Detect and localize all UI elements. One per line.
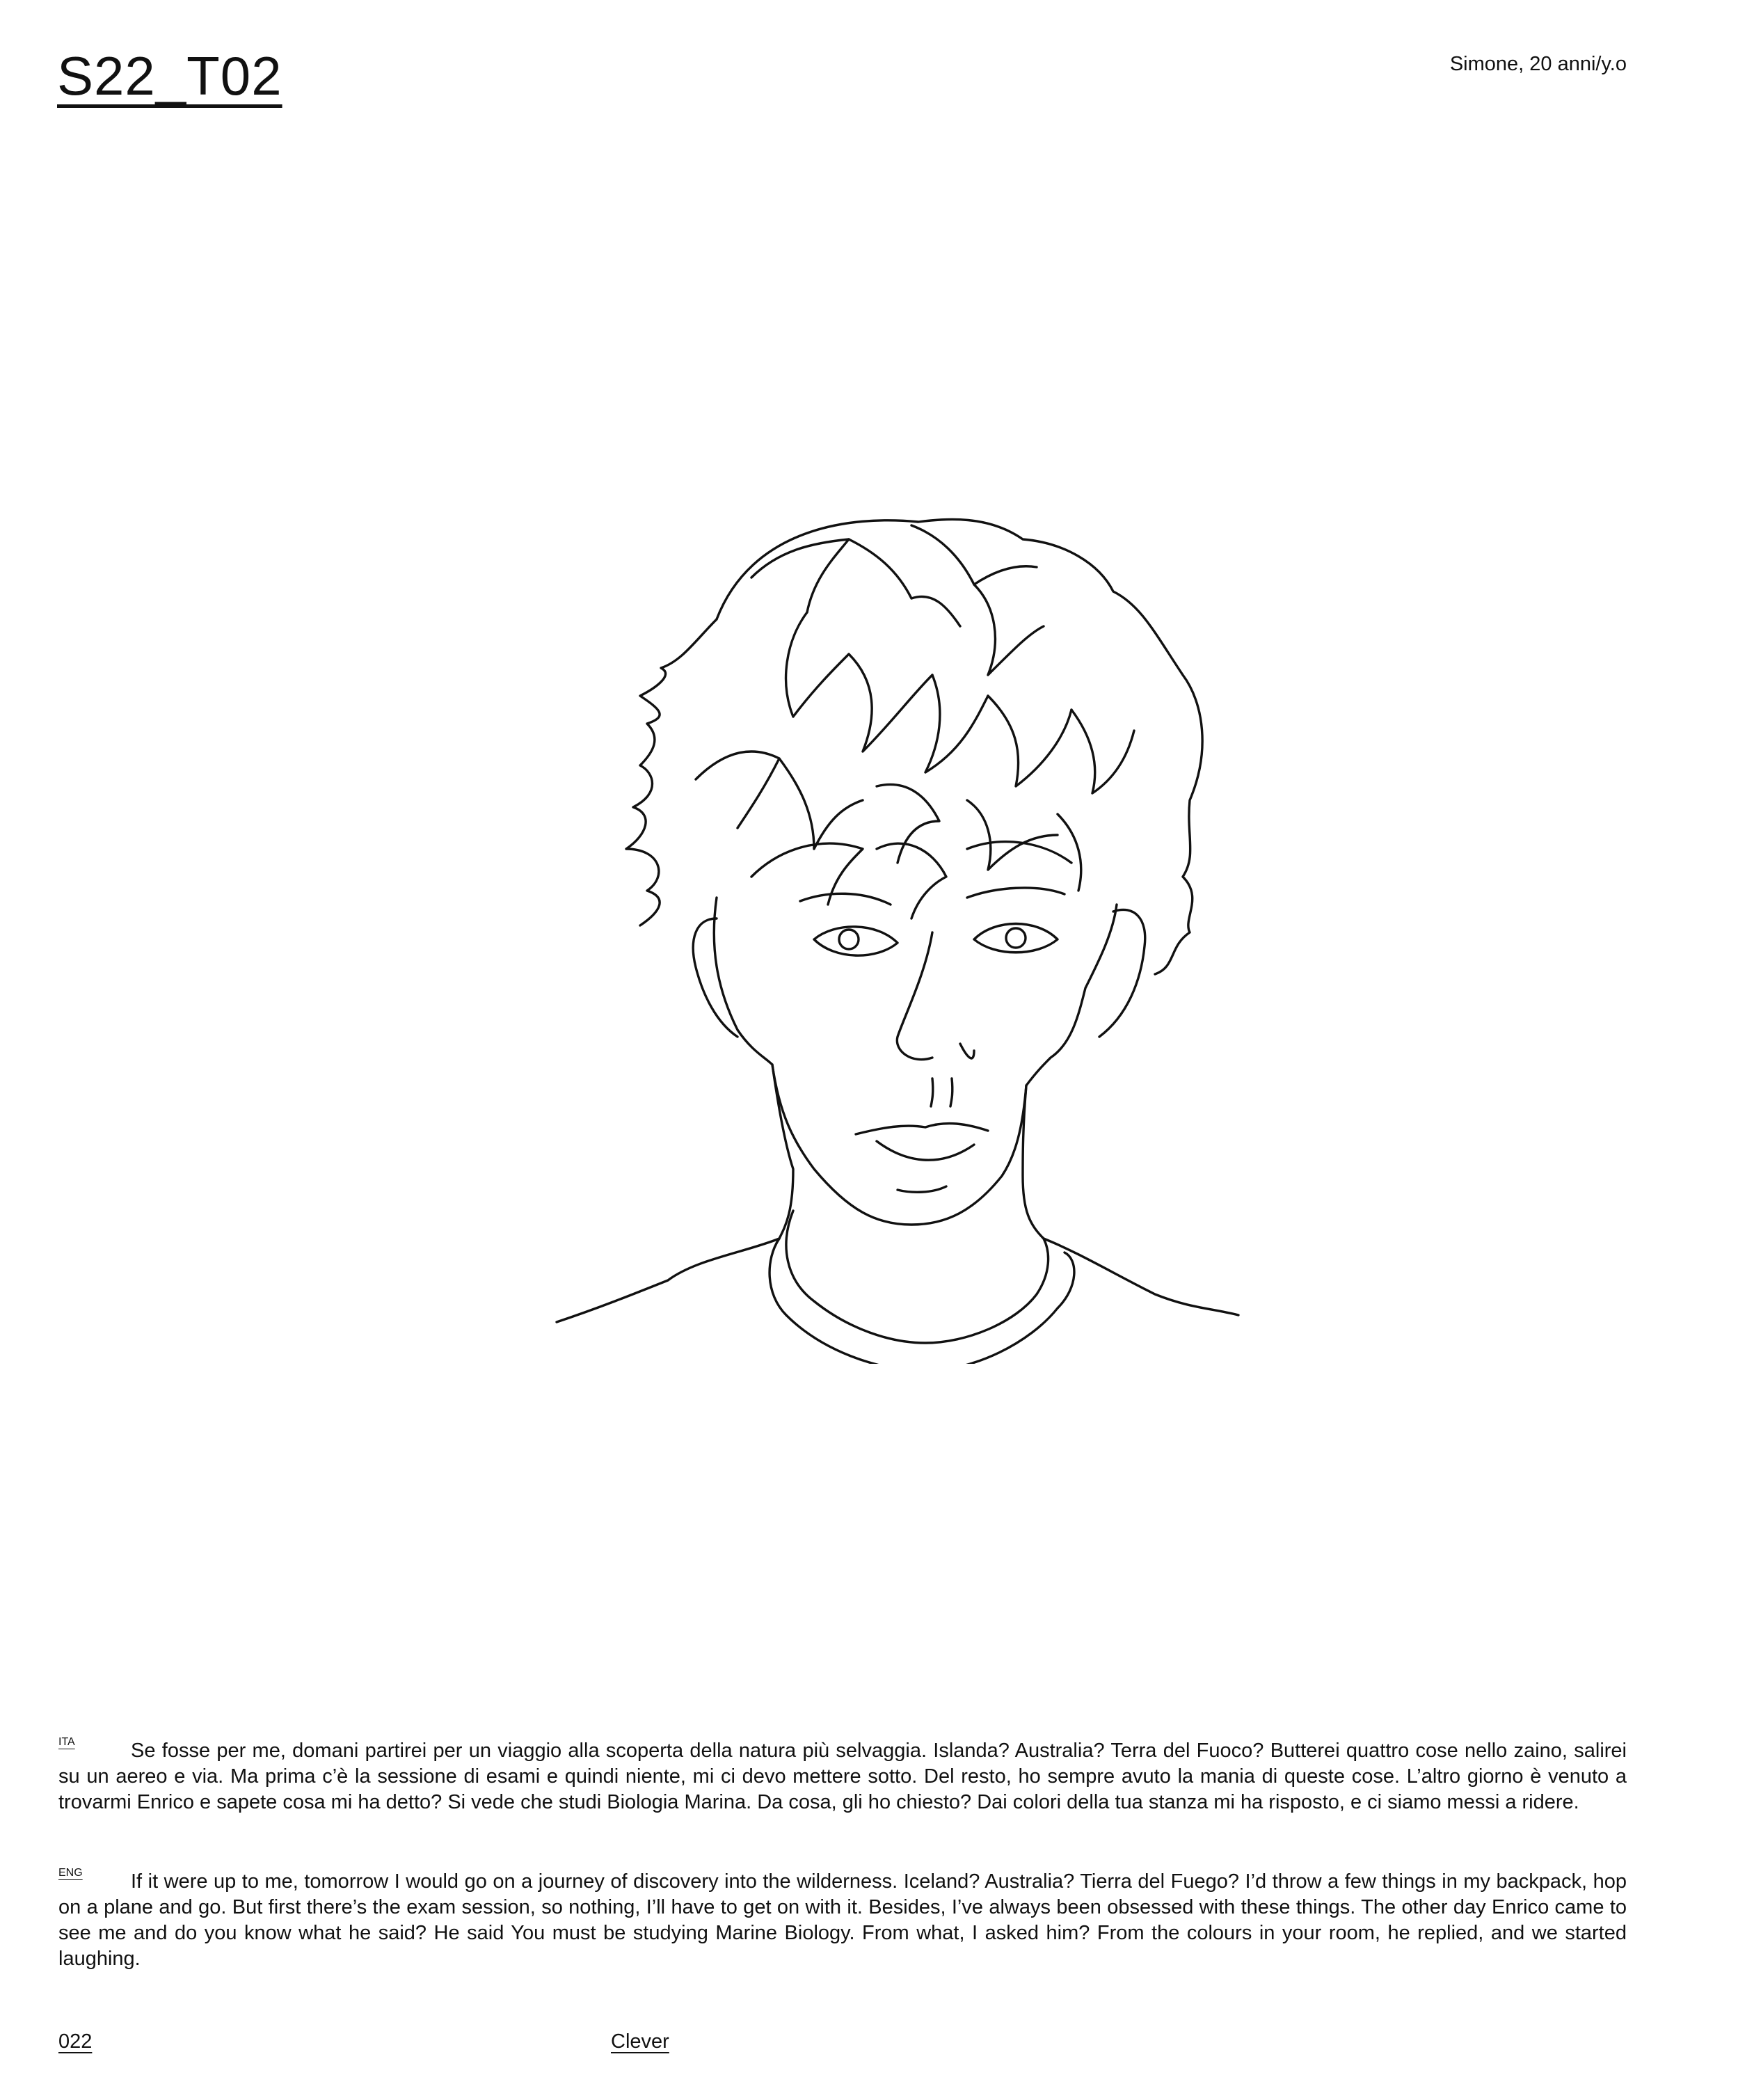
face-outline [714, 898, 1117, 1225]
nose [897, 932, 932, 1060]
hair-strand [1071, 710, 1134, 793]
hair-strand [925, 675, 988, 772]
neck-left [772, 1065, 793, 1239]
nose-right [960, 1044, 974, 1058]
eyebrow-left [800, 893, 891, 905]
nostril [931, 1079, 933, 1106]
collar-inner [786, 1211, 1049, 1343]
hair-strand [751, 539, 849, 612]
subject-name-age: Simone, 20 anni/y.o [1449, 53, 1627, 75]
hair-strand [849, 654, 932, 751]
text-italian [58, 1738, 1627, 1815]
hair-strand [1058, 814, 1081, 891]
mouth [856, 1124, 988, 1134]
hair-fringe [877, 843, 946, 918]
lang-label-ita: ITA [58, 1736, 75, 1748]
hair-strand [877, 784, 939, 863]
pupil-left [839, 930, 859, 949]
ear-right [1099, 909, 1145, 1037]
paragraph-italian: Se fosse per me, domani partirei per un viaggio alla scoperta della natura più selvaggia. Islanda? Australia? Terra del Fuoco? Butterei quattro cose nello zaino, salirei su un aereo e via. Ma prima c’è la sessione di esami e quindi niente, mi ci devo mettere sotto. Del resto, ho sempre avuto la mania di queste cose. L’altro giorno è venuto a trovarmi Enrico e sapete cosa mi ha detto? Si vede che studi Biologia Marina. Da cosa, gli ho chiesto? Dai colori della tua stanza mi ha risposto, e ci siamo messi a ridere. [58, 1740, 1627, 1813]
hair-strand [786, 612, 849, 717]
shoulder-left [557, 1239, 779, 1322]
section-link[interactable]: Clever [611, 2030, 669, 2053]
portrait-line-drawing [487, 487, 1252, 1364]
hair-strand [967, 800, 1058, 870]
pupil-right [1006, 928, 1026, 948]
hair-strand [974, 584, 1044, 675]
lang-label-eng: ENG [58, 1867, 83, 1879]
hair-strand [696, 751, 779, 828]
paragraph-english: If it were up to me, tomorrow I would go on a journey of discovery into the wilderness. Iceland? Australia? Tierra del Fuego? I’d throw a few things in my backpack, hop on a plane and go. But first there’s the exam session, so nothing, I’ll have to get on with it. Besides, I’ve always been obsessed with these things. The other day Enrico came to see me and do you know what he said? He said You must be studying Marine Biology. From what, I asked him? From the colours in your room, he replied, and we started laughing. [58, 1870, 1627, 1970]
nostril [950, 1079, 952, 1106]
eyebrow-right [967, 888, 1065, 898]
hair-strand [988, 696, 1071, 786]
hair-strand [849, 539, 960, 626]
page-number: 022 [58, 2030, 93, 2053]
hair-strand [911, 525, 1037, 584]
neck-right [1023, 1085, 1044, 1239]
hair-fringe [751, 843, 863, 905]
text-english [58, 1869, 1627, 1972]
hair-strand [779, 758, 863, 849]
lower-lip [877, 1141, 974, 1160]
ear-left [693, 918, 738, 1037]
chin [898, 1186, 946, 1192]
page-code-title: S22_T02 [57, 45, 282, 106]
